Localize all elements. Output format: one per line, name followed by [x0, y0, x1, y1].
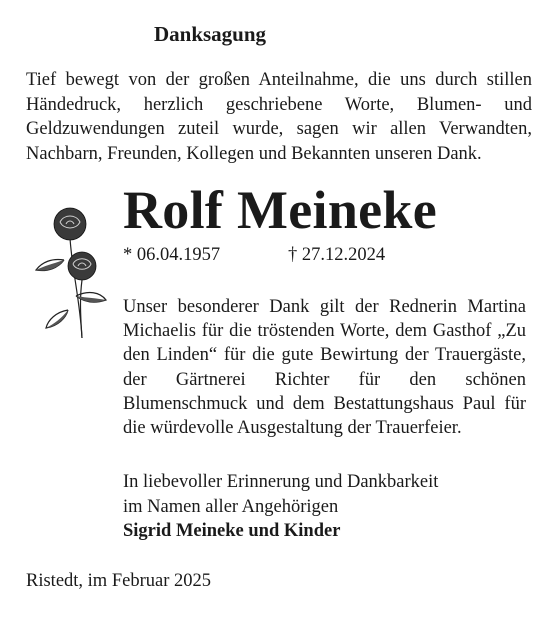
death-date: † 27.12.2024	[288, 245, 386, 265]
birth-date: * 06.04.1957	[123, 245, 221, 265]
closing-block	[123, 470, 438, 544]
notice-heading: Danksagung	[153, 22, 267, 46]
thanks-paragraph: Unser besonderer Dank gilt der Rednerin Martina Michaelis für die tröstenden Worte, dem Gasthof „Zu den Linden“ für die gute Bewirtung der Trauergäste, der Gärtnerei Richter für den schönen Blumenschmuck und dem Bestattungshaus Paul für die würdevolle Ausgestaltung der Trauerfeier.	[123, 297, 526, 439]
roses-icon	[30, 200, 110, 340]
intro-paragraph: Tief bewegt von der großen Anteilnahme, die uns durch stillen Händedruck, herzlich geschriebene Worte, Blumen- und Geldzuwendungen zuteil wurde, sagen wir allen Verwandten, Nachbarn, Freunden, Kollegen und Bekannten unseren Dank.	[26, 70, 532, 164]
signature: Sigrid Meineke und Kinder	[123, 521, 341, 541]
closing-line-1: In liebevoller Erinnerung und Dankbarkeit	[123, 472, 439, 492]
closing-line-2: im Namen aller Angehörigen	[123, 496, 339, 517]
place-date: Ristedt, im Februar 2025	[26, 571, 211, 591]
deceased-name: Rolf Meineke	[123, 180, 438, 240]
